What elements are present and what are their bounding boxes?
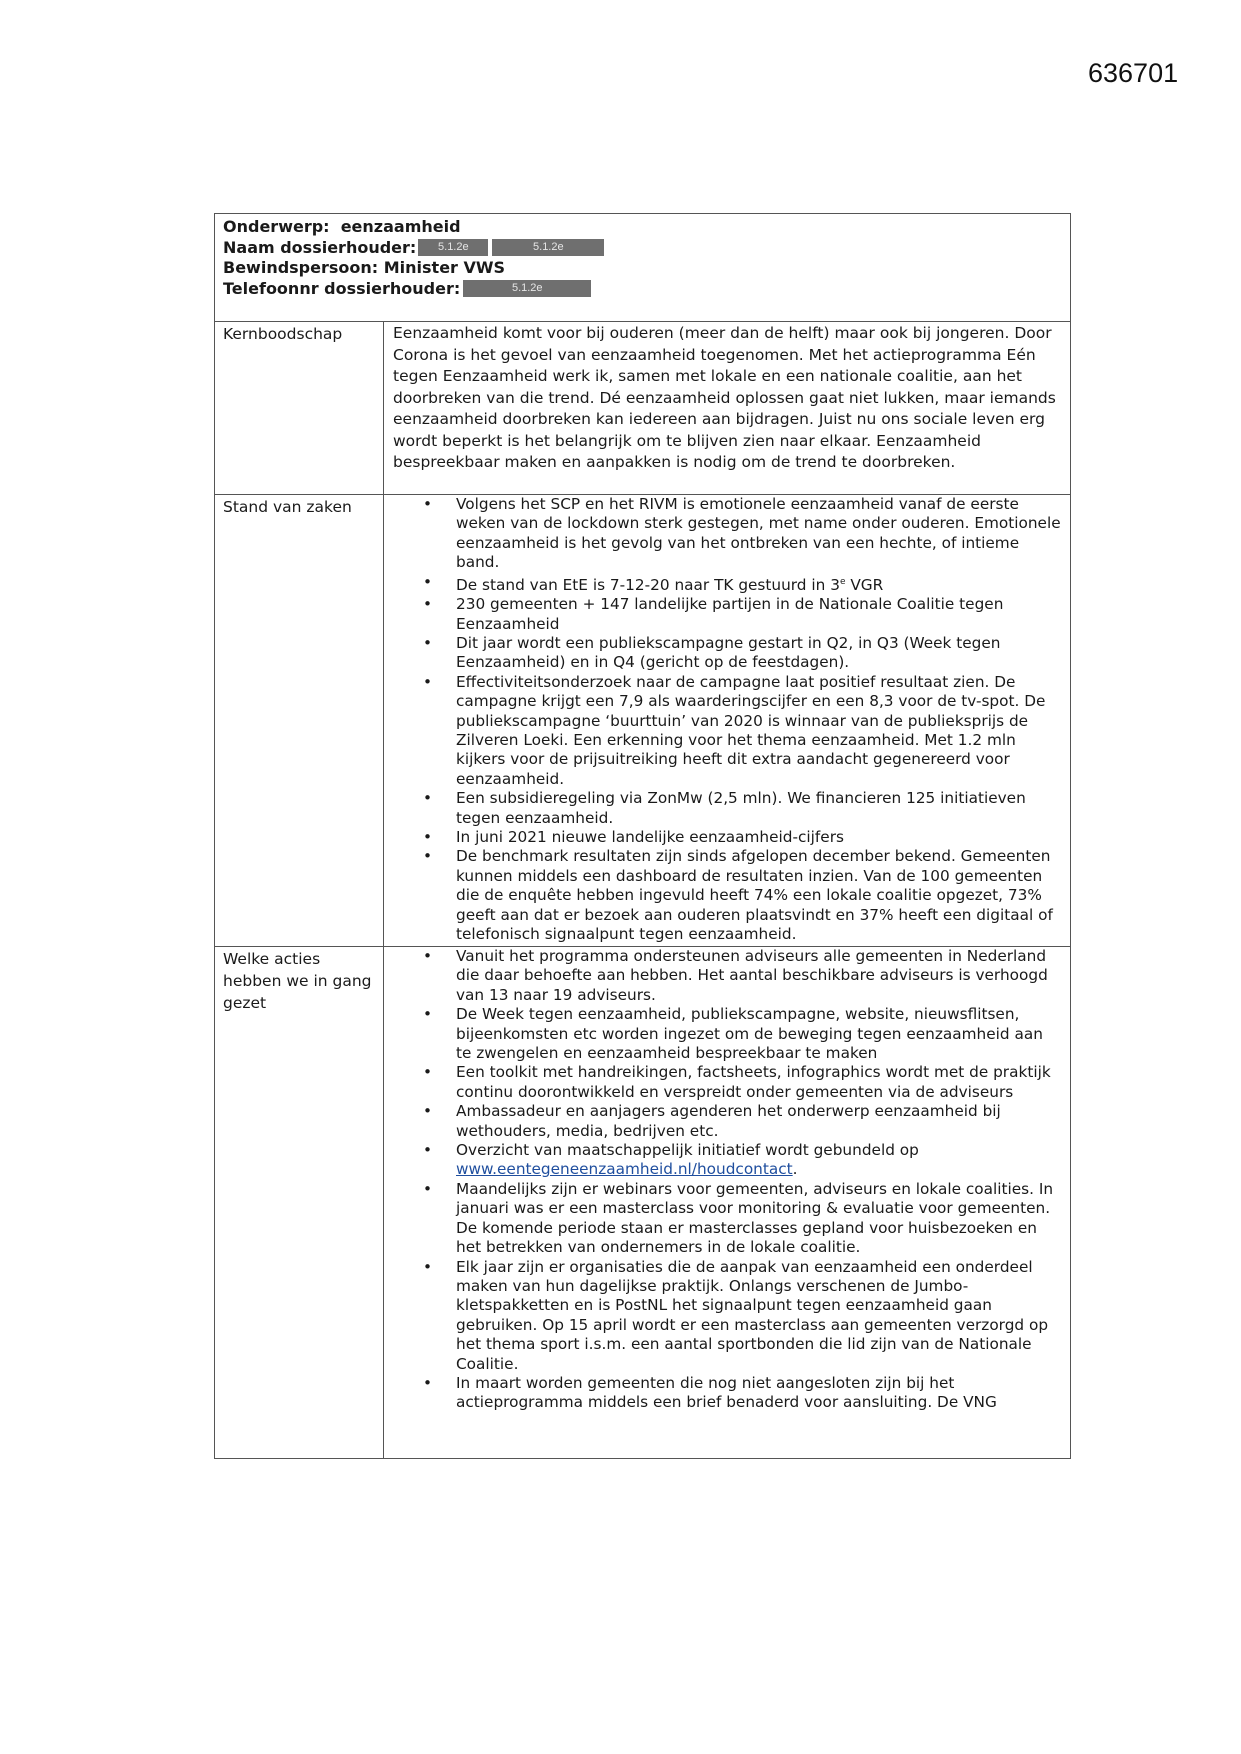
redaction-box: 5.1.2e xyxy=(418,239,488,256)
list-item: • Vanuit het programma ondersteunen adviseurs alle gemeenten in Nederland die daar behoefte aan hebben. Het aantal beschikbare adviseurs is verhoogd van 13 naar 19 adviseurs. xyxy=(456,947,1062,1005)
kernboodschap-text: Eenzaamheid komt voor bij ouderen (meer dan de helft) maar ook bij jongeren. Door Corona is het gevoel van eenzaamheid toegenomen. Met het actieprogramma Eén tegen Eenzaamheid werk ik, samen met lokale en een nationale coalitie, aan het doorbreken van die trend. Dé eenzaamheid oplossen gaat niet lukken, maar iemands eenzaamheid doorbreken kan iedereen aan bijdragen. Juist nu ons sociale leven erg wordt beperkt is het belangrijk om te blijven zien naar elkaar. Eenzaamheid bespreekbaar maken en aanpakken is nodig om de trend te doorbreken. xyxy=(393,324,1056,471)
subject-line xyxy=(223,217,1062,238)
list-item: • Volgens het SCP en het RIVM is emotionele eenzaamheid vanaf de eerste weken van de lockdown sterk gestegen, met name onder ouderen. Emotionele eenzaamheid is het gevolg van het ontbreken van een hechte, of intieme band. xyxy=(456,495,1062,573)
document-number: 636701 xyxy=(1088,58,1179,88)
list-item: • In maart worden gemeenten die nog niet aangesloten zijn bij het actieprogramma middels een brief benaderd voor aansluiting. De VNG xyxy=(456,1374,1062,1413)
row-content xyxy=(384,495,1070,946)
row-label: Welke acties hebben we in gang gezet xyxy=(215,947,384,1458)
list-item-text: Overzicht van maatschappelijk initiatief wordt gebundeld op xyxy=(456,1141,919,1160)
list-item: • Dit jaar wordt een publiekscampagne gestart in Q2, in Q3 (Week tegen Eenzaamheid) en in Q4 (gericht op de feestdagen). xyxy=(456,634,1062,673)
holder-label: Naam dossierhouder: xyxy=(223,237,417,257)
official-line xyxy=(223,258,1062,279)
row-stand-van-zaken xyxy=(215,495,1070,947)
row-label: Stand van zaken xyxy=(215,495,384,946)
phone-label: Telefoonnr dossierhouder: xyxy=(223,278,461,298)
list-item xyxy=(456,573,1062,596)
list-item: • De Week tegen eenzaamheid, publiekscampagne, website, nieuwsflitsen, bijeenkomsten etc worden ingezet om de beweging tegen eenzaamheid aan te zwengelen en eenzaamheid bespreekbaar te maken xyxy=(456,1005,1062,1063)
official-value: Minister VWS xyxy=(383,258,506,277)
header-block xyxy=(215,214,1070,322)
list-item: • De benchmark resultaten zijn sinds afgelopen december bekend. Gemeenten kunnen middels een dashboard de resultaten inzien. Van de 100 gemeenten die de enquête hebben ingevuld heeft 74% een lokale coalitie opgezet, 73% geeft aan dat er bezoek aan ouderen plaatsvindt en 37% heeft een digitaal of telefonisch signaalpunt tegen eenzaamheid. xyxy=(456,847,1062,944)
subject-label: Onderwerp: xyxy=(223,217,330,236)
stand-list xyxy=(393,495,1062,944)
redaction-box: 5.1.2e xyxy=(492,239,604,256)
list-item-suffix: VGR xyxy=(845,575,884,594)
row-content xyxy=(384,322,1070,494)
list-item: • Elk jaar zijn er organisaties die de aanpak van eenzaamheid een onderdeel maken van hun dagelijkse praktijk. Onlangs verschenen de Jumbo-kletspakketten en is PostNL het signaalpunt tegen eenzaamheid gaan gebruiken. Op 15 april wordt er een masterclass aan gemeenten verzorgd op het thema sport i.s.m. een aantal sportbonden die lid zijn van de Nationale Coalitie. xyxy=(456,1258,1062,1374)
list-item: • In juni 2021 nieuwe landelijke eenzaamheid-cijfers xyxy=(456,828,1062,847)
superscript: e xyxy=(839,576,846,587)
list-item: • 230 gemeenten + 147 landelijke partijen in de Nationale Coalitie tegen Eenzaamheid xyxy=(456,595,1062,634)
redaction-box: 5.1.2e xyxy=(463,280,591,297)
list-item: • Effectiviteitsonderzoek naar de campagne laat positief resultaat zien. De campagne krijgt een 7,9 als waarderingscijfer en een 8,3 voor de tv-spot. De publiekscampagne ‘buurttuin’ van 2020 is winnaar van de publieksprijs de Zilveren Loeki. Een erkenning voor het thema eenzaamheid. Met 1.2 mln kijkers voor de prijsuitreiking heeft dit extra aandacht gegenereerd voor eenzaamheid. xyxy=(456,673,1062,789)
row-content xyxy=(384,947,1070,1458)
subject-value: eenzaamheid xyxy=(340,217,461,236)
acties-list xyxy=(393,947,1062,1413)
row-acties xyxy=(215,947,1070,1458)
phone-line xyxy=(223,279,1062,300)
row-label: Kernboodschap xyxy=(215,322,384,494)
list-item: • Een toolkit met handreikingen, factsheets, infographics wordt met de praktijk continu doorontwikkeld en verspreidt onder gemeenten via de adviseurs xyxy=(456,1063,1062,1102)
list-item: • Ambassadeur en aanjagers agenderen het onderwerp eenzaamheid bij wethouders, media, bedrijven etc. xyxy=(456,1102,1062,1141)
briefing-sheet xyxy=(214,213,1071,1459)
list-item-text: De stand van EtE is 7-12-20 naar TK gestuurd in 3 xyxy=(456,575,840,594)
holder-line xyxy=(223,238,1062,259)
row-kernboodschap xyxy=(215,322,1070,495)
website-link[interactable]: www.eentegeneenzaamheid.nl/houdcontact xyxy=(456,1160,793,1179)
list-item: • Een subsidieregeling via ZonMw (2,5 mln). We financieren 125 initiatieven tegen eenzaamheid. xyxy=(456,789,1062,828)
list-item: • Maandelijks zijn er webinars voor gemeenten, adviseurs en lokale coalities. In januari was er een masterclass voor monitoring & evaluatie voor gemeenten. De komende periode staan er masterclasses gepland voor huisbezoeken en het betrekken van ondernemers in de lokale coalitie. xyxy=(456,1180,1062,1258)
list-item xyxy=(456,1141,1062,1180)
official-label: Bewindspersoon: xyxy=(223,258,379,277)
list-item-suffix: . xyxy=(792,1160,798,1179)
